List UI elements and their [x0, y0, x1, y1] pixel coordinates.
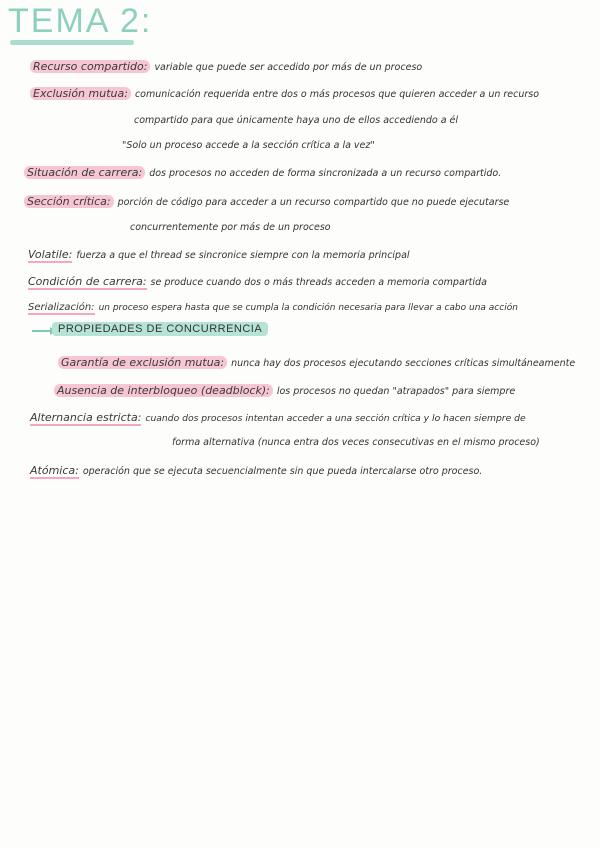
term-atomica: Atómica:: [30, 464, 79, 477]
def-garantia: nunca hay dos procesos ejecutando secciones críticas simultáneamente: [231, 358, 576, 369]
term-exclusion-mutua: Exclusión mutua:: [30, 87, 131, 100]
section-heading-propiedades: PROPIEDADES DE CONCURRENCIA: [52, 322, 268, 336]
term-condicion-carrera: Condición de carrera:: [28, 275, 147, 288]
entry-atomica: [30, 464, 482, 477]
term-garantia: Garantía de exclusión mutua:: [58, 356, 227, 369]
entry-ausencia: [54, 384, 515, 397]
def-exclusion-mutua-3: "Solo un proceso accede a la sección crítica a la vez": [122, 140, 375, 151]
entry-garantia: [58, 356, 575, 369]
page-title: TEMA 2:: [8, 2, 153, 40]
def-alternancia-2: forma alternativa (nunca entra dos veces consecutivas en el mismo proceso): [172, 437, 540, 448]
def-situacion-carrera: dos procesos no acceden de forma sincronizada a un recurso compartido.: [149, 168, 502, 179]
entry-serializacion: [28, 302, 518, 313]
term-alternancia: Alternancia estricta:: [30, 411, 142, 424]
term-seccion-critica: Sección crítica:: [24, 195, 114, 208]
def-recurso-compartido: variable que puede ser accedido por más de un proceso: [154, 62, 423, 73]
term-recurso-compartido: Recurso compartido:: [30, 60, 150, 73]
term-serializacion: Serialización:: [28, 302, 95, 313]
def-atomica: operación que se ejecuta secuencialmente sin que pueda intercalarse otro proceso.: [82, 466, 483, 477]
term-situacion-carrera: Situación de carrera:: [24, 166, 145, 179]
def-seccion-critica-2: concurrentemente por más de un proceso: [130, 222, 331, 233]
term-volatile: Volatile:: [28, 248, 73, 261]
def-condicion-carrera: se produce cuando dos o más threads acceden a memoria compartida: [150, 277, 487, 288]
entry-situacion-carrera: [24, 166, 501, 179]
entry-condicion-carrera: [28, 275, 487, 288]
term-ausencia: Ausencia de interbloqueo (deadblock):: [54, 384, 273, 397]
entry-seccion-critica: [24, 195, 509, 208]
entry-exclusion-mutua: [30, 87, 539, 100]
def-volatile: fuerza a que el thread se sincronice siempre con la memoria principal: [76, 250, 410, 261]
def-ausencia: los procesos no quedan "atrapados" para siempre: [276, 386, 516, 397]
def-alternancia-1: cuando dos procesos intentan acceder a una sección crítica y lo hacen siempre de: [145, 413, 526, 424]
entry-alternancia: [30, 411, 526, 424]
entry-volatile: [28, 248, 410, 261]
entry-recurso-compartido: [30, 60, 422, 73]
title-underline: [10, 40, 134, 45]
def-exclusion-mutua-1: comunicación requerida entre dos o más procesos que quieren acceder a un recurso: [134, 89, 540, 100]
def-serializacion: un proceso espera hasta que se cumpla la condición necesaria para llevar a cabo una acción: [98, 303, 518, 313]
def-seccion-critica-1: porción de código para acceder a un recurso compartido que no puede ejecutarse: [117, 197, 510, 208]
arrow-icon: [32, 330, 52, 332]
def-exclusion-mutua-2: compartido para que únicamente haya uno de ellos accediendo a él: [134, 115, 459, 126]
